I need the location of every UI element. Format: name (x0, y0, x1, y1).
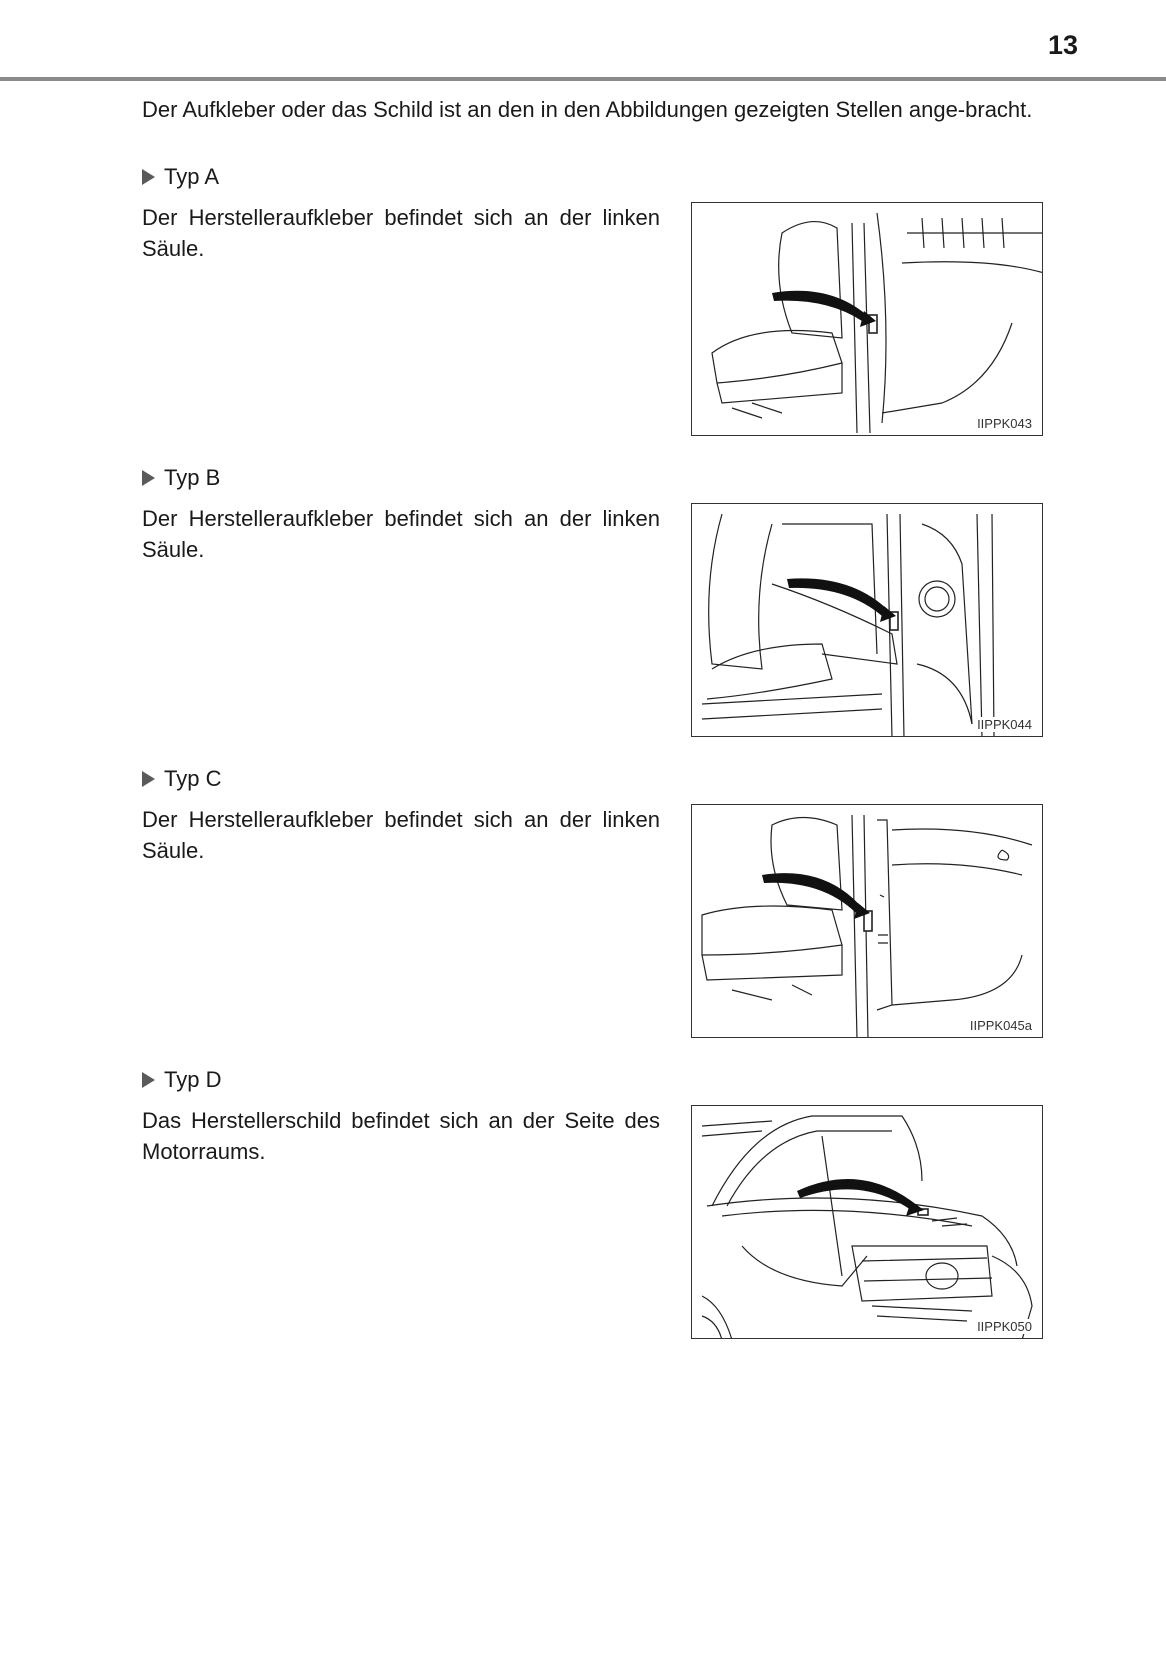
section-title (142, 162, 1034, 192)
door-pillar-sticker-illustration-icon (692, 203, 1043, 436)
section-typ-b (142, 463, 1034, 732)
section-typ-c (142, 764, 1034, 1033)
section-typ-d (142, 1065, 1034, 1334)
section-text: Der Herstelleraufkleber befindet sich an der linken Säule. (142, 506, 660, 562)
triangle-bullet-icon (142, 470, 155, 486)
section-text: Der Herstelleraufkleber befindet sich an der linken Säule. (142, 807, 660, 863)
figure-typ-c (691, 804, 1043, 1038)
section-title (142, 764, 1034, 794)
door-pillar-sticker-illustration-icon (692, 805, 1043, 1038)
section-title (142, 1065, 1034, 1095)
section-typ-a (142, 162, 1034, 431)
page-number: 13 (1047, 30, 1078, 60)
section-title (142, 463, 1034, 493)
header-rule (0, 77, 1166, 81)
section-title-text: Typ D (164, 1067, 222, 1092)
figure-typ-a (691, 202, 1043, 436)
figure-label: IIPPK045a (969, 1018, 1032, 1033)
section-title-text: Typ C (164, 766, 222, 791)
section-title-text: Typ B (164, 465, 221, 490)
section-text: Das Herstellerschild befindet sich an der Seite des Motorraums. (142, 1108, 660, 1164)
triangle-bullet-icon (142, 1072, 155, 1088)
figure-typ-b (691, 503, 1043, 737)
intro-paragraph: Der Aufkleber oder das Schild ist an den in den Abbildungen gezeigten Stellen ange-bracht. (142, 97, 1033, 122)
figure-label: IIPPK043 (977, 416, 1032, 431)
engine-compartment-plate-illustration-icon (692, 1106, 1043, 1339)
triangle-bullet-icon (142, 771, 155, 787)
figure-label: IIPPK044 (977, 717, 1032, 732)
figure-typ-d (691, 1105, 1043, 1339)
triangle-bullet-icon (142, 169, 155, 185)
door-pillar-sticker-illustration-icon (692, 504, 1043, 737)
section-text: Der Herstelleraufkleber befindet sich an der linken Säule. (142, 205, 660, 261)
figure-label: IIPPK050 (977, 1319, 1032, 1334)
section-title-text: Typ A (164, 164, 220, 189)
